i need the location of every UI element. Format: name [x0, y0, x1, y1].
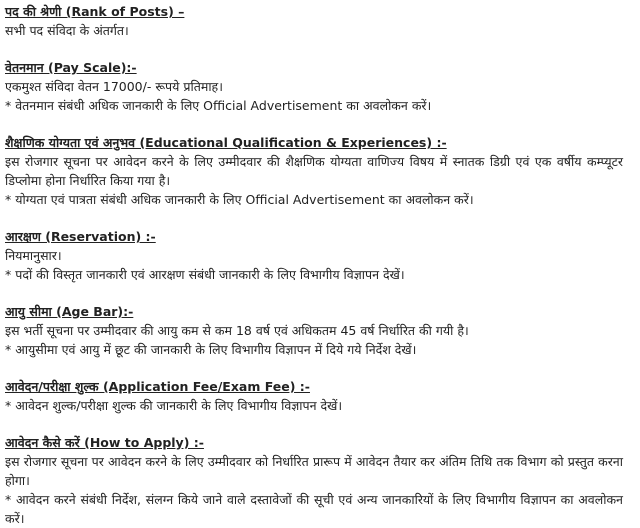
- note: * आवेदन शुल्क/परीक्षा शुल्क की जानकारी के लिए विभागीय विज्ञापन देखें।: [5, 398, 343, 413]
- section-heading: शैक्षणिक योग्यता एवं अनुभव (Educational Qualification & Experiences) :-: [5, 135, 447, 150]
- section-heading: आरक्षण (Reservation) :-: [5, 229, 156, 244]
- note: * योग्यता एवं पात्रता संबंधी अधिक जानकारी के लिए Official Advertisement का अवलोकन करें।: [5, 192, 474, 207]
- section-pay-scale: [5, 58, 623, 115]
- note: * पदों की विस्तृत जानकारी एवं आरक्षण संबंधी जानकारी के लिए विभागीय विज्ञापन देखें।: [5, 267, 405, 282]
- section-heading: पद की श्रेणी (Rank of Posts) –: [5, 4, 185, 19]
- section-heading: आयु सीमा (Age Bar):-: [5, 304, 134, 319]
- section-application-fee: [5, 377, 623, 415]
- note: * आवेदन करने संबंधी निर्देश, संलग्न किये जाने वाले दस्तावेजों की सूची एवं अन्य जानकारियों के लिए विभागीय विज्ञापन का अवलोकन करें।: [5, 492, 623, 526]
- paragraph: इस रोजगार सूचना पर आवेदन करने के लिए उम्मीदवार को निर्धारित प्रारूप में आवेदन तैयार कर अंतिम तिथि तक विभाग को प्रस्तुत करना होगा।: [5, 454, 623, 488]
- section-age-bar: [5, 302, 623, 359]
- section-heading: वेतनमान (Pay Scale):-: [5, 60, 137, 75]
- paragraph: सभी पद संविदा के अंतर्गत।: [5, 23, 129, 38]
- paragraph: नियमानुसार।: [5, 248, 62, 263]
- note: * आयुसीमा एवं आयु में छूट की जानकारी के लिए विभागीय विज्ञापन में दिये गये निर्देश देखें।: [5, 342, 417, 357]
- note: * वेतनमान संबंधी अधिक जानकारी के लिए Official Advertisement का अवलोकन करें।: [5, 98, 432, 113]
- section-heading: आवेदन कैसे करें (How to Apply) :-: [5, 435, 204, 450]
- section-heading: आवेदन/परीक्षा शुल्क (Application Fee/Exam Fee) :-: [5, 379, 310, 394]
- section-reservation: [5, 227, 623, 284]
- section-how-to-apply: [5, 433, 623, 528]
- section-educational-qualification: [5, 133, 623, 209]
- paragraph: एकमुश्त संविदा वेतन 17000/- रूपये प्रतिमाह।: [5, 79, 223, 94]
- paragraph: इस भर्ती सूचना पर उम्मीदवार की आयु कम से कम 18 वर्ष एवं अधिकतम 45 वर्ष निर्धारित की गयी है।: [5, 323, 469, 338]
- section-rank-of-posts: [5, 2, 623, 40]
- paragraph: इस रोजगार सूचना पर आवेदन करने के लिए उम्मीदवार की शैक्षणिक योग्यता वाणिज्य विषय में स्नातक डिग्री एवं एक वर्षीय कम्प्यूटर डिप्लोमा होना निर्धारित किया गया है।: [5, 154, 623, 188]
